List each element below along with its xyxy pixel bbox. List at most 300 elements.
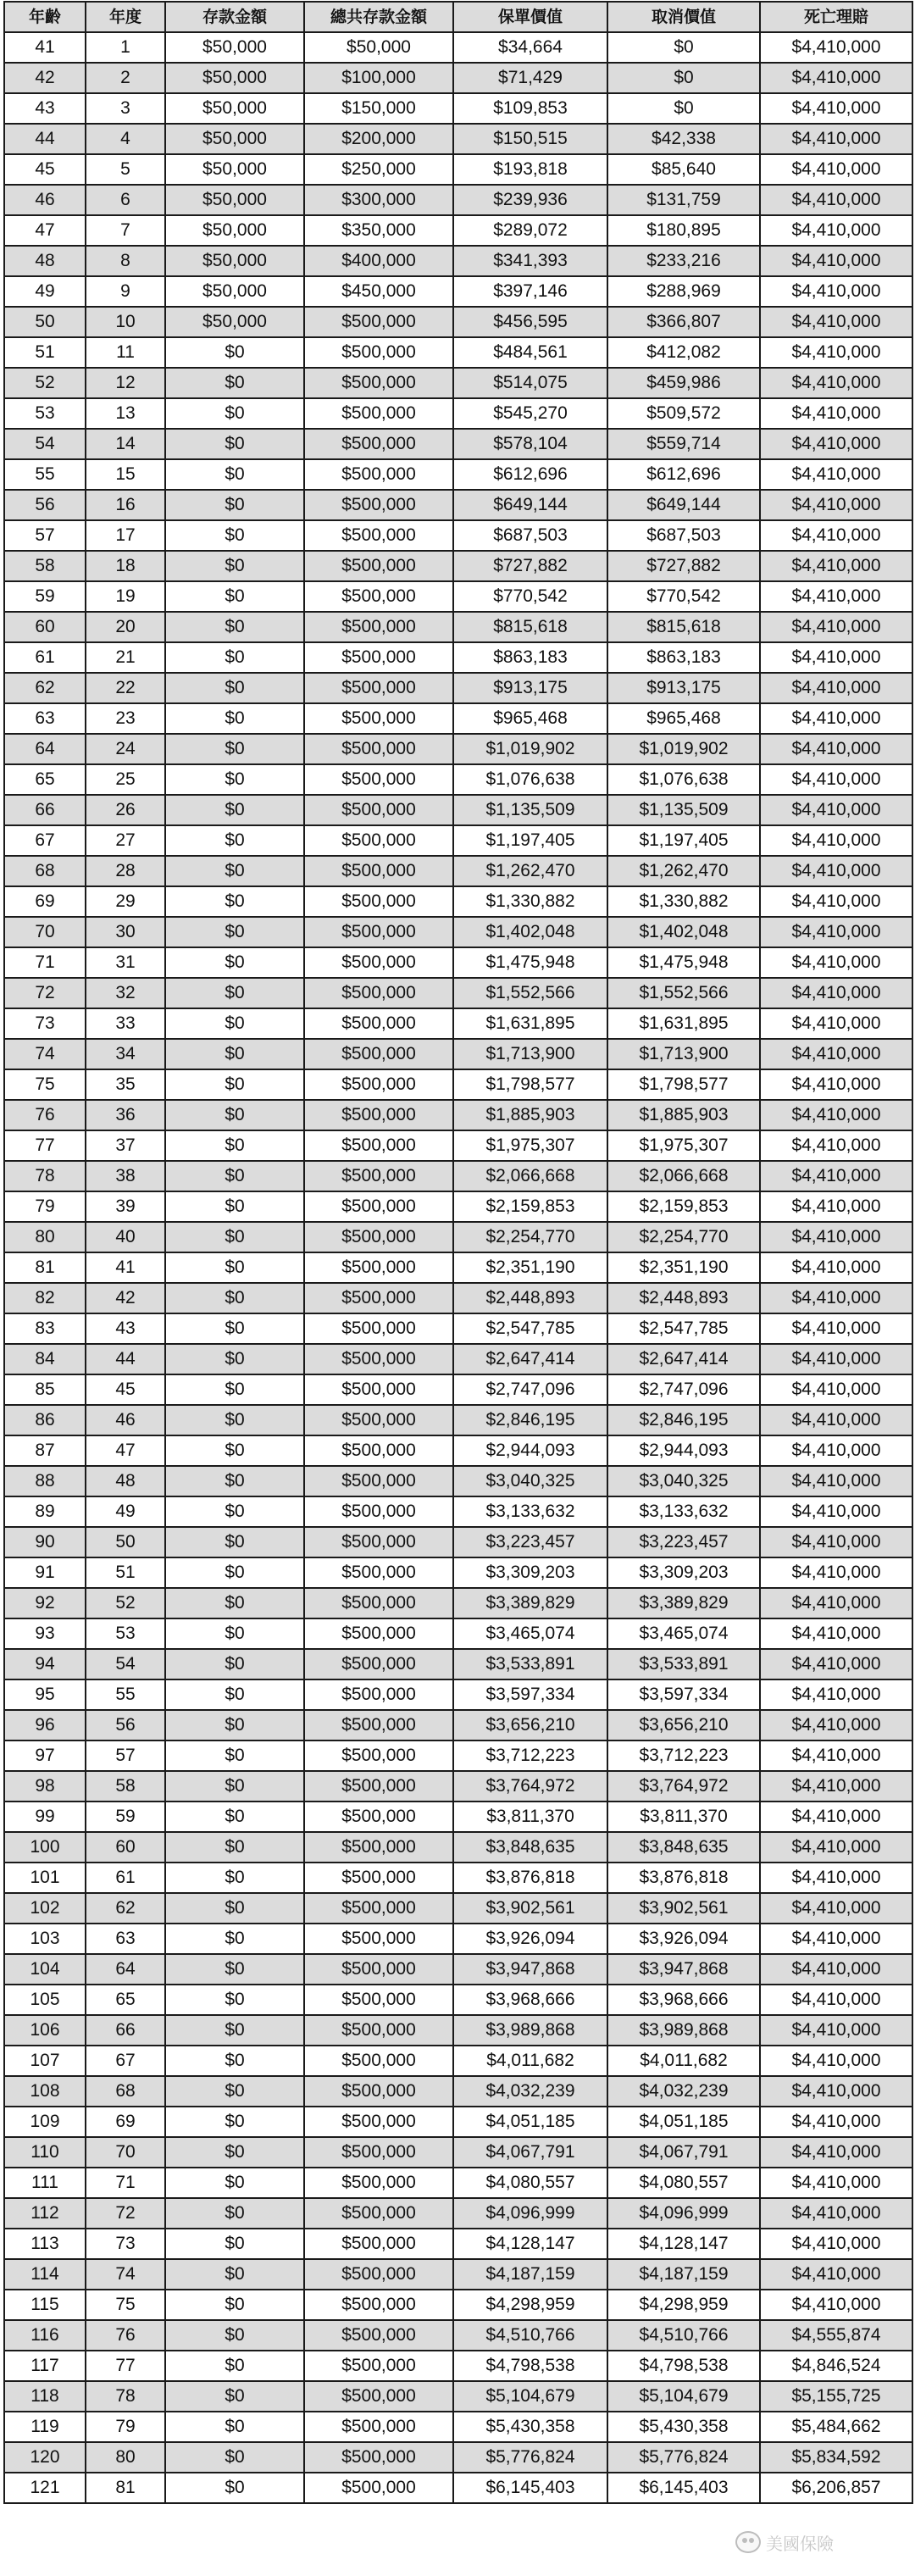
total-deposit-cell: $500,000 — [304, 2442, 453, 2473]
surrender-value-cell: $1,197,405 — [607, 825, 760, 856]
total-deposit-cell: $500,000 — [304, 734, 453, 764]
total-deposit-cell: $500,000 — [304, 642, 453, 673]
policy-value-cell: $4,298,959 — [453, 2290, 607, 2320]
table-row — [4, 1557, 912, 1588]
year-cell: 53 — [86, 1618, 165, 1649]
surrender-value-cell: $913,175 — [607, 673, 760, 703]
deposit-cell: $0 — [165, 2442, 304, 2473]
surrender-value-cell: $1,019,902 — [607, 734, 760, 764]
policy-value-cell: $1,262,470 — [453, 856, 607, 886]
total-deposit-cell: $500,000 — [304, 1679, 453, 1710]
age-cell: 90 — [4, 1527, 86, 1557]
policy-value-cell: $4,510,766 — [453, 2320, 607, 2351]
surrender-value-cell: $3,712,223 — [607, 1740, 760, 1771]
surrender-value-cell: $649,144 — [607, 490, 760, 520]
surrender-value-cell: $559,714 — [607, 429, 760, 459]
deposit-cell: $0 — [165, 1313, 304, 1344]
year-cell: 76 — [86, 2320, 165, 2351]
death-benefit-cell: $4,410,000 — [760, 32, 912, 63]
age-cell: 60 — [4, 612, 86, 642]
table-row — [4, 825, 912, 856]
death-benefit-cell: $4,410,000 — [760, 825, 912, 856]
year-cell: 27 — [86, 825, 165, 856]
year-cell: 49 — [86, 1496, 165, 1527]
death-benefit-cell: $4,410,000 — [760, 856, 912, 886]
table-row — [4, 93, 912, 124]
age-cell: 72 — [4, 978, 86, 1008]
deposit-cell: $0 — [165, 398, 304, 429]
surrender-value-cell: $366,807 — [607, 307, 760, 337]
surrender-value-cell: $509,572 — [607, 398, 760, 429]
year-cell: 43 — [86, 1313, 165, 1344]
policy-value-cell: $687,503 — [453, 520, 607, 551]
table-row — [4, 429, 912, 459]
table-row — [4, 734, 912, 764]
surrender-value-cell: $1,552,566 — [607, 978, 760, 1008]
year-cell: 50 — [86, 1527, 165, 1557]
death-benefit-cell: $6,206,857 — [760, 2473, 912, 2503]
table-row — [4, 551, 912, 581]
total-deposit-cell: $100,000 — [304, 63, 453, 93]
policy-value-cell: $3,133,632 — [453, 1496, 607, 1527]
total-deposit-cell: $500,000 — [304, 1191, 453, 1222]
total-deposit-cell: $500,000 — [304, 2381, 453, 2412]
deposit-cell: $0 — [165, 368, 304, 398]
deposit-cell: $0 — [165, 917, 304, 947]
table-row — [4, 1191, 912, 1222]
table-row — [4, 1039, 912, 1069]
surrender-value-cell: $4,096,999 — [607, 2198, 760, 2229]
watermark-text: 美國保險 — [766, 2533, 834, 2554]
age-cell: 43 — [4, 93, 86, 124]
table-row — [4, 2229, 912, 2259]
year-cell: 61 — [86, 1863, 165, 1893]
age-cell: 45 — [4, 154, 86, 185]
age-cell: 106 — [4, 2015, 86, 2046]
deposit-cell: $0 — [165, 1985, 304, 2015]
year-cell: 33 — [86, 1008, 165, 1039]
age-cell: 50 — [4, 307, 86, 337]
death-benefit-cell: $4,410,000 — [760, 978, 912, 1008]
policy-value-cell: $3,465,074 — [453, 1618, 607, 1649]
policy-value-cell: $3,223,457 — [453, 1527, 607, 1557]
deposit-cell: $50,000 — [165, 63, 304, 93]
death-benefit-cell: $4,410,000 — [760, 1100, 912, 1130]
deposit-cell: $50,000 — [165, 246, 304, 276]
surrender-value-cell: $0 — [607, 63, 760, 93]
death-benefit-cell: $4,410,000 — [760, 2015, 912, 2046]
policy-value-cell: $1,402,048 — [453, 917, 607, 947]
deposit-cell: $50,000 — [165, 93, 304, 124]
total-deposit-cell: $500,000 — [304, 1496, 453, 1527]
age-cell: 70 — [4, 917, 86, 947]
year-cell: 74 — [86, 2259, 165, 2290]
header-total-deposit: 總共存款金額 — [304, 2, 453, 32]
age-cell: 52 — [4, 368, 86, 398]
surrender-value-cell: $1,330,882 — [607, 886, 760, 917]
age-cell: 48 — [4, 246, 86, 276]
age-cell: 53 — [4, 398, 86, 429]
surrender-value-cell: $3,040,325 — [607, 1466, 760, 1496]
surrender-value-cell: $2,747,096 — [607, 1374, 760, 1405]
death-benefit-cell: $4,410,000 — [760, 612, 912, 642]
table-row — [4, 185, 912, 215]
surrender-value-cell: $3,597,334 — [607, 1679, 760, 1710]
table-row — [4, 673, 912, 703]
deposit-cell: $0 — [165, 520, 304, 551]
surrender-value-cell: $3,876,818 — [607, 1863, 760, 1893]
age-cell: 91 — [4, 1557, 86, 1588]
table-row — [4, 32, 912, 63]
age-cell: 42 — [4, 63, 86, 93]
year-cell: 59 — [86, 1802, 165, 1832]
deposit-cell: $0 — [165, 1130, 304, 1161]
deposit-cell: $0 — [165, 1740, 304, 1771]
surrender-value-cell: $2,351,190 — [607, 1252, 760, 1283]
policy-value-cell: $727,882 — [453, 551, 607, 581]
surrender-value-cell: $3,533,891 — [607, 1649, 760, 1679]
table-row — [4, 2351, 912, 2381]
age-cell: 117 — [4, 2351, 86, 2381]
deposit-cell: $0 — [165, 337, 304, 368]
surrender-value-cell: $1,135,509 — [607, 795, 760, 825]
age-cell: 87 — [4, 1435, 86, 1466]
age-cell: 74 — [4, 1039, 86, 1069]
policy-value-cell: $4,096,999 — [453, 2198, 607, 2229]
death-benefit-cell: $5,834,592 — [760, 2442, 912, 2473]
surrender-value-cell: $3,848,635 — [607, 1832, 760, 1863]
policy-value-cell: $2,647,414 — [453, 1344, 607, 1374]
age-cell: 82 — [4, 1283, 86, 1313]
age-cell: 99 — [4, 1802, 86, 1832]
death-benefit-cell: $4,410,000 — [760, 642, 912, 673]
deposit-cell: $0 — [165, 2168, 304, 2198]
total-deposit-cell: $500,000 — [304, 490, 453, 520]
death-benefit-cell: $4,410,000 — [760, 1527, 912, 1557]
policy-value-cell: $34,664 — [453, 32, 607, 63]
death-benefit-cell: $4,410,000 — [760, 1679, 912, 1710]
table-row — [4, 1710, 912, 1740]
surrender-value-cell: $3,764,972 — [607, 1771, 760, 1802]
death-benefit-cell: $4,410,000 — [760, 1557, 912, 1588]
deposit-cell: $0 — [165, 1771, 304, 1802]
year-cell: 36 — [86, 1100, 165, 1130]
age-cell: 75 — [4, 1069, 86, 1100]
total-deposit-cell: $500,000 — [304, 551, 453, 581]
age-cell: 69 — [4, 886, 86, 917]
surrender-value-cell: $1,262,470 — [607, 856, 760, 886]
year-cell: 4 — [86, 124, 165, 154]
surrender-value-cell: $4,798,538 — [607, 2351, 760, 2381]
total-deposit-cell: $500,000 — [304, 2076, 453, 2107]
policy-value-cell: $1,076,638 — [453, 764, 607, 795]
death-benefit-cell: $4,410,000 — [760, 124, 912, 154]
death-benefit-cell: $4,410,000 — [760, 1222, 912, 1252]
year-cell: 63 — [86, 1924, 165, 1954]
age-cell: 89 — [4, 1496, 86, 1527]
total-deposit-cell: $500,000 — [304, 2259, 453, 2290]
surrender-value-cell: $2,647,414 — [607, 1344, 760, 1374]
deposit-cell: $0 — [165, 2473, 304, 2503]
table-row — [4, 2107, 912, 2137]
total-deposit-cell: $500,000 — [304, 429, 453, 459]
year-cell: 44 — [86, 1344, 165, 1374]
policy-value-cell: $3,848,635 — [453, 1832, 607, 1863]
table-row — [4, 276, 912, 307]
policy-value-cell: $484,561 — [453, 337, 607, 368]
year-cell: 39 — [86, 1191, 165, 1222]
year-cell: 20 — [86, 612, 165, 642]
deposit-cell: $0 — [165, 1252, 304, 1283]
total-deposit-cell: $500,000 — [304, 1069, 453, 1100]
deposit-cell: $0 — [165, 1191, 304, 1222]
surrender-value-cell: $3,968,666 — [607, 1985, 760, 2015]
age-cell: 103 — [4, 1924, 86, 1954]
age-cell: 96 — [4, 1710, 86, 1740]
deposit-cell: $0 — [165, 947, 304, 978]
death-benefit-cell: $4,410,000 — [760, 2290, 912, 2320]
death-benefit-cell: $4,410,000 — [760, 947, 912, 978]
table-row — [4, 124, 912, 154]
table-row — [4, 246, 912, 276]
total-deposit-cell: $500,000 — [304, 368, 453, 398]
total-deposit-cell: $400,000 — [304, 246, 453, 276]
death-benefit-cell: $4,410,000 — [760, 764, 912, 795]
total-deposit-cell: $300,000 — [304, 185, 453, 215]
age-cell: 86 — [4, 1405, 86, 1435]
deposit-cell: $0 — [165, 795, 304, 825]
death-benefit-cell: $4,410,000 — [760, 1283, 912, 1313]
age-cell: 93 — [4, 1618, 86, 1649]
age-cell: 77 — [4, 1130, 86, 1161]
header-deposit: 存款金額 — [165, 2, 304, 32]
deposit-cell: $0 — [165, 856, 304, 886]
table-row — [4, 1435, 912, 1466]
age-cell: 116 — [4, 2320, 86, 2351]
table-row — [4, 1100, 912, 1130]
policy-value-cell: $3,968,666 — [453, 1985, 607, 2015]
surrender-value-cell: $412,082 — [607, 337, 760, 368]
policy-value-cell: $4,080,557 — [453, 2168, 607, 2198]
table-row — [4, 1466, 912, 1496]
surrender-value-cell: $863,183 — [607, 642, 760, 673]
policy-value-cell: $2,159,853 — [453, 1191, 607, 1222]
year-cell: 11 — [86, 337, 165, 368]
age-cell: 121 — [4, 2473, 86, 2503]
death-benefit-cell: $4,410,000 — [760, 1130, 912, 1161]
year-cell: 29 — [86, 886, 165, 917]
total-deposit-cell: $500,000 — [304, 673, 453, 703]
death-benefit-cell: $4,410,000 — [760, 520, 912, 551]
total-deposit-cell: $500,000 — [304, 2473, 453, 2503]
total-deposit-cell: $500,000 — [304, 1985, 453, 2015]
age-cell: 44 — [4, 124, 86, 154]
policy-value-cell: $3,389,829 — [453, 1588, 607, 1618]
year-cell: 30 — [86, 917, 165, 947]
deposit-cell: $50,000 — [165, 215, 304, 246]
table-row — [4, 2381, 912, 2412]
death-benefit-cell: $4,410,000 — [760, 1985, 912, 2015]
total-deposit-cell: $500,000 — [304, 978, 453, 1008]
surrender-value-cell: $3,133,632 — [607, 1496, 760, 1527]
surrender-value-cell: $1,402,048 — [607, 917, 760, 947]
policy-value-cell: $4,067,791 — [453, 2137, 607, 2168]
total-deposit-cell: $500,000 — [304, 307, 453, 337]
table-row — [4, 703, 912, 734]
age-cell: 61 — [4, 642, 86, 673]
policy-value-cell: $193,818 — [453, 154, 607, 185]
total-deposit-cell: $250,000 — [304, 154, 453, 185]
table-row — [4, 1496, 912, 1527]
age-cell: 80 — [4, 1222, 86, 1252]
death-benefit-cell: $4,410,000 — [760, 2198, 912, 2229]
table-row — [4, 1618, 912, 1649]
deposit-cell: $0 — [165, 1924, 304, 1954]
total-deposit-cell: $500,000 — [304, 947, 453, 978]
year-cell: 42 — [86, 1283, 165, 1313]
policy-value-cell: $6,145,403 — [453, 2473, 607, 2503]
total-deposit-cell: $500,000 — [304, 1557, 453, 1588]
total-deposit-cell: $500,000 — [304, 1740, 453, 1771]
death-benefit-cell: $4,410,000 — [760, 917, 912, 947]
year-cell: 19 — [86, 581, 165, 612]
total-deposit-cell: $500,000 — [304, 856, 453, 886]
total-deposit-cell: $500,000 — [304, 703, 453, 734]
deposit-cell: $0 — [165, 2198, 304, 2229]
age-cell: 107 — [4, 2046, 86, 2076]
total-deposit-cell: $500,000 — [304, 917, 453, 947]
year-cell: 62 — [86, 1893, 165, 1924]
table-row — [4, 2412, 912, 2442]
table-row — [4, 1161, 912, 1191]
policy-value-cell: $341,393 — [453, 246, 607, 276]
total-deposit-cell: $500,000 — [304, 1222, 453, 1252]
deposit-cell: $0 — [165, 1832, 304, 1863]
deposit-cell: $0 — [165, 1679, 304, 1710]
year-cell: 66 — [86, 2015, 165, 2046]
surrender-value-cell: $3,465,074 — [607, 1618, 760, 1649]
table-row — [4, 2137, 912, 2168]
deposit-cell: $0 — [165, 1557, 304, 1588]
surrender-value-cell: $687,503 — [607, 520, 760, 551]
deposit-cell: $50,000 — [165, 32, 304, 63]
policy-value-cell: $965,468 — [453, 703, 607, 734]
policy-value-cell: $815,618 — [453, 612, 607, 642]
deposit-cell: $50,000 — [165, 154, 304, 185]
year-cell: 75 — [86, 2290, 165, 2320]
deposit-cell: $0 — [165, 2229, 304, 2259]
death-benefit-cell: $4,410,000 — [760, 1435, 912, 1466]
surrender-value-cell: $4,067,791 — [607, 2137, 760, 2168]
surrender-value-cell: $4,080,557 — [607, 2168, 760, 2198]
table-row — [4, 459, 912, 490]
policy-value-cell: $3,656,210 — [453, 1710, 607, 1740]
surrender-value-cell: $85,640 — [607, 154, 760, 185]
deposit-cell: $0 — [165, 1802, 304, 1832]
age-cell: 83 — [4, 1313, 86, 1344]
table-row — [4, 1863, 912, 1893]
deposit-cell: $0 — [165, 612, 304, 642]
year-cell: 68 — [86, 2076, 165, 2107]
year-cell: 54 — [86, 1649, 165, 1679]
total-deposit-cell: $500,000 — [304, 825, 453, 856]
insurance-value-table — [3, 1, 913, 2504]
policy-value-cell: $4,187,159 — [453, 2259, 607, 2290]
surrender-value-cell: $2,547,785 — [607, 1313, 760, 1344]
death-benefit-cell: $4,410,000 — [760, 1344, 912, 1374]
death-benefit-cell: $4,410,000 — [760, 1740, 912, 1771]
age-cell: 81 — [4, 1252, 86, 1283]
total-deposit-cell: $150,000 — [304, 93, 453, 124]
total-deposit-cell: $500,000 — [304, 2320, 453, 2351]
death-benefit-cell: $4,410,000 — [760, 490, 912, 520]
table-row — [4, 1008, 912, 1039]
total-deposit-cell: $500,000 — [304, 520, 453, 551]
year-cell: 79 — [86, 2412, 165, 2442]
deposit-cell: $0 — [165, 2320, 304, 2351]
death-benefit-cell: $4,410,000 — [760, 459, 912, 490]
age-cell: 66 — [4, 795, 86, 825]
surrender-value-cell: $0 — [607, 32, 760, 63]
surrender-value-cell: $2,944,093 — [607, 1435, 760, 1466]
death-benefit-cell: $4,410,000 — [760, 337, 912, 368]
age-cell: 104 — [4, 1954, 86, 1985]
table-row — [4, 2015, 912, 2046]
age-cell: 94 — [4, 1649, 86, 1679]
age-cell: 76 — [4, 1100, 86, 1130]
death-benefit-cell: $4,410,000 — [760, 1374, 912, 1405]
header-policy-value: 保單價值 — [453, 2, 607, 32]
year-cell: 60 — [86, 1832, 165, 1863]
total-deposit-cell: $500,000 — [304, 398, 453, 429]
total-deposit-cell: $500,000 — [304, 1161, 453, 1191]
policy-value-cell: $3,597,334 — [453, 1679, 607, 1710]
year-cell: 13 — [86, 398, 165, 429]
year-cell: 71 — [86, 2168, 165, 2198]
age-cell: 95 — [4, 1679, 86, 1710]
header-surrender-value: 取消價值 — [607, 2, 760, 32]
age-cell: 46 — [4, 185, 86, 215]
policy-value-cell: $5,776,824 — [453, 2442, 607, 2473]
table-header-row — [4, 2, 912, 32]
surrender-value-cell: $3,989,868 — [607, 2015, 760, 2046]
policy-value-cell: $456,595 — [453, 307, 607, 337]
surrender-value-cell: $3,389,829 — [607, 1588, 760, 1618]
year-cell: 45 — [86, 1374, 165, 1405]
age-cell: 85 — [4, 1374, 86, 1405]
policy-value-cell: $913,175 — [453, 673, 607, 703]
age-cell: 41 — [4, 32, 86, 63]
death-benefit-cell: $4,410,000 — [760, 1863, 912, 1893]
total-deposit-cell: $500,000 — [304, 1863, 453, 1893]
policy-value-cell: $2,846,195 — [453, 1405, 607, 1435]
age-cell: 54 — [4, 429, 86, 459]
death-benefit-cell: $4,410,000 — [760, 1924, 912, 1954]
year-cell: 17 — [86, 520, 165, 551]
age-cell: 111 — [4, 2168, 86, 2198]
death-benefit-cell: $4,410,000 — [760, 673, 912, 703]
age-cell: 84 — [4, 1344, 86, 1374]
deposit-cell: $0 — [165, 1618, 304, 1649]
death-benefit-cell: $5,484,662 — [760, 2412, 912, 2442]
table-row — [4, 1649, 912, 1679]
deposit-cell: $0 — [165, 1863, 304, 1893]
age-cell: 57 — [4, 520, 86, 551]
policy-value-cell: $3,811,370 — [453, 1802, 607, 1832]
policy-value-cell: $239,936 — [453, 185, 607, 215]
death-benefit-cell: $4,555,874 — [760, 2320, 912, 2351]
deposit-cell: $0 — [165, 1466, 304, 1496]
